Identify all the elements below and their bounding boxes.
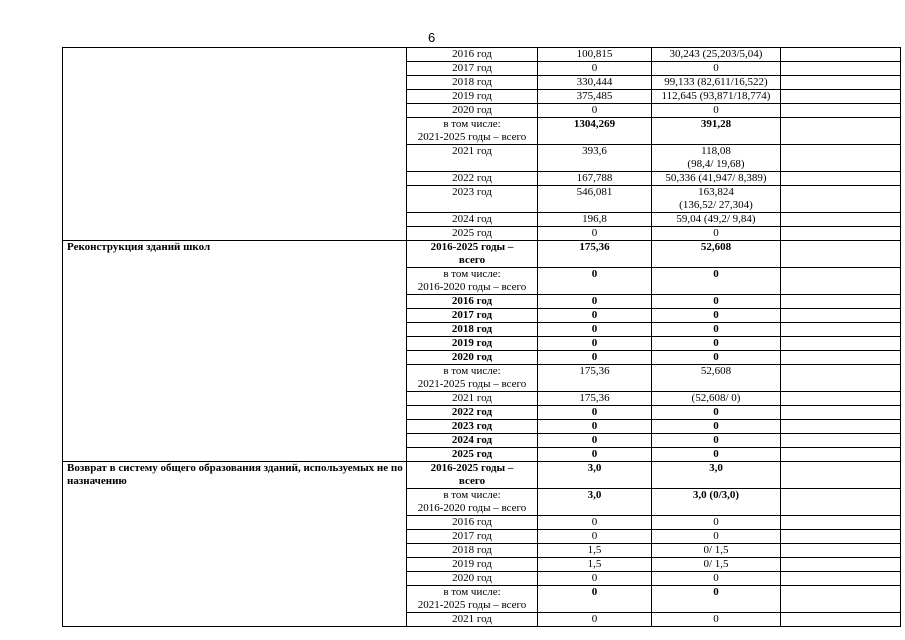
- period-cell: 2025 год: [407, 448, 538, 462]
- table-row: [63, 48, 901, 62]
- empty-cell: [781, 172, 901, 186]
- period-cell: 2016 год: [407, 516, 538, 530]
- period-cell: в том числе: 2021-2025 годы – всего: [407, 586, 538, 613]
- period-cell: в том числе: 2021-2025 годы – всего: [407, 365, 538, 392]
- total-cell: 100,815: [538, 48, 652, 62]
- empty-cell: [781, 62, 901, 76]
- total-cell: 175,36: [538, 392, 652, 406]
- empty-cell: [781, 90, 901, 104]
- total-cell: 175,36: [538, 241, 652, 268]
- period-cell: 2016-2025 годы – всего: [407, 241, 538, 268]
- empty-cell: [781, 76, 901, 90]
- period-cell: в том числе: 2016-2020 годы – всего: [407, 268, 538, 295]
- detail-cell: 0: [652, 104, 781, 118]
- period-cell: 2016 год: [407, 295, 538, 309]
- detail-cell: (52,608/ 0): [652, 392, 781, 406]
- total-cell: 0: [538, 613, 652, 627]
- total-cell: 3,0: [538, 489, 652, 516]
- empty-cell: [781, 186, 901, 213]
- detail-cell: 59,04 (49,2/ 9,84): [652, 213, 781, 227]
- detail-cell: 52,608: [652, 365, 781, 392]
- empty-cell: [781, 462, 901, 489]
- page-number: 6: [428, 30, 436, 45]
- detail-cell: 0: [652, 530, 781, 544]
- period-cell: 2021 год: [407, 145, 538, 172]
- total-cell: 196,8: [538, 213, 652, 227]
- detail-cell: 3,0: [652, 462, 781, 489]
- total-cell: 0: [538, 530, 652, 544]
- period-cell: 2016 год: [407, 48, 538, 62]
- detail-cell: 0: [652, 227, 781, 241]
- period-cell: 2025 год: [407, 227, 538, 241]
- empty-cell: [781, 118, 901, 145]
- empty-cell: [781, 448, 901, 462]
- empty-cell: [781, 516, 901, 530]
- empty-cell: [781, 48, 901, 62]
- period-cell: 2021 год: [407, 613, 538, 627]
- detail-cell: 0: [652, 434, 781, 448]
- total-cell: 0: [538, 337, 652, 351]
- total-cell: 0: [538, 434, 652, 448]
- detail-cell: 163,824 (136,52/ 27,304): [652, 186, 781, 213]
- detail-cell: 0/ 1,5: [652, 558, 781, 572]
- period-cell: 2023 год: [407, 420, 538, 434]
- empty-cell: [781, 309, 901, 323]
- period-cell: 2020 год: [407, 572, 538, 586]
- total-cell: 330,444: [538, 76, 652, 90]
- detail-cell: 0: [652, 448, 781, 462]
- total-cell: 0: [538, 309, 652, 323]
- period-cell: 2017 год: [407, 309, 538, 323]
- period-cell: 2018 год: [407, 544, 538, 558]
- period-cell: 2020 год: [407, 104, 538, 118]
- empty-cell: [781, 544, 901, 558]
- empty-cell: [781, 104, 901, 118]
- detail-cell: 0: [652, 420, 781, 434]
- detail-cell: 0: [652, 586, 781, 613]
- total-cell: 393,6: [538, 145, 652, 172]
- empty-cell: [781, 213, 901, 227]
- budget-table: [62, 47, 901, 627]
- period-cell: 2021 год: [407, 392, 538, 406]
- empty-cell: [781, 365, 901, 392]
- period-cell: 2019 год: [407, 558, 538, 572]
- empty-cell: [781, 145, 901, 172]
- period-cell: 2020 год: [407, 351, 538, 365]
- total-cell: 0: [538, 586, 652, 613]
- table-row: [63, 241, 901, 268]
- detail-cell: 0: [652, 516, 781, 530]
- period-cell: 2016-2025 годы – всего: [407, 462, 538, 489]
- total-cell: 375,485: [538, 90, 652, 104]
- empty-cell: [781, 530, 901, 544]
- empty-cell: [781, 572, 901, 586]
- detail-cell: 30,243 (25,203/5,04): [652, 48, 781, 62]
- empty-cell: [781, 420, 901, 434]
- period-cell: 2017 год: [407, 530, 538, 544]
- total-cell: 0: [538, 572, 652, 586]
- empty-cell: [781, 323, 901, 337]
- detail-cell: 112,645 (93,871/18,774): [652, 90, 781, 104]
- empty-cell: [781, 241, 901, 268]
- empty-cell: [781, 227, 901, 241]
- empty-cell: [781, 558, 901, 572]
- detail-cell: 391,28: [652, 118, 781, 145]
- detail-cell: 0/ 1,5: [652, 544, 781, 558]
- detail-cell: 0: [652, 337, 781, 351]
- total-cell: 175,36: [538, 365, 652, 392]
- total-cell: 0: [538, 295, 652, 309]
- total-cell: 1,5: [538, 544, 652, 558]
- empty-cell: [781, 489, 901, 516]
- empty-cell: [781, 434, 901, 448]
- total-cell: 546,081: [538, 186, 652, 213]
- total-cell: 0: [538, 104, 652, 118]
- empty-cell: [781, 268, 901, 295]
- empty-cell: [781, 613, 901, 627]
- period-cell: 2022 год: [407, 406, 538, 420]
- detail-cell: 0: [652, 295, 781, 309]
- period-cell: 2018 год: [407, 323, 538, 337]
- section-title: Реконструкция зданий школ: [63, 241, 407, 462]
- total-cell: 3,0: [538, 462, 652, 489]
- detail-cell: 0: [652, 406, 781, 420]
- period-cell: 2022 год: [407, 172, 538, 186]
- table-row: [63, 462, 901, 489]
- detail-cell: 3,0 (0/3,0): [652, 489, 781, 516]
- total-cell: 0: [538, 62, 652, 76]
- empty-cell: [781, 392, 901, 406]
- period-cell: 2019 год: [407, 337, 538, 351]
- total-cell: 167,788: [538, 172, 652, 186]
- total-cell: 0: [538, 448, 652, 462]
- total-cell: 0: [538, 227, 652, 241]
- total-cell: 0: [538, 406, 652, 420]
- total-cell: 0: [538, 323, 652, 337]
- detail-cell: 118,08 (98,4/ 19,68): [652, 145, 781, 172]
- period-cell: 2019 год: [407, 90, 538, 104]
- section-title: Возврат в систему общего образования зданий, используемых не по назначению: [63, 462, 407, 627]
- detail-cell: 50,336 (41,947/ 8,389): [652, 172, 781, 186]
- period-cell: в том числе: 2021-2025 годы – всего: [407, 118, 538, 145]
- empty-cell: [781, 351, 901, 365]
- empty-cell: [781, 586, 901, 613]
- total-cell: 1,5: [538, 558, 652, 572]
- period-cell: 2023 год: [407, 186, 538, 213]
- total-cell: 1304,269: [538, 118, 652, 145]
- detail-cell: 0: [652, 323, 781, 337]
- detail-cell: 0: [652, 268, 781, 295]
- period-cell: 2024 год: [407, 434, 538, 448]
- detail-cell: 0: [652, 62, 781, 76]
- period-cell: в том числе: 2016-2020 годы – всего: [407, 489, 538, 516]
- detail-cell: 52,608: [652, 241, 781, 268]
- empty-cell: [781, 295, 901, 309]
- detail-cell: 99,133 (82,611/16,522): [652, 76, 781, 90]
- period-cell: 2024 год: [407, 213, 538, 227]
- total-cell: 0: [538, 268, 652, 295]
- detail-cell: 0: [652, 613, 781, 627]
- period-cell: 2018 год: [407, 76, 538, 90]
- period-cell: 2017 год: [407, 62, 538, 76]
- total-cell: 0: [538, 516, 652, 530]
- detail-cell: 0: [652, 351, 781, 365]
- empty-cell: [781, 337, 901, 351]
- detail-cell: 0: [652, 309, 781, 323]
- empty-cell: [781, 406, 901, 420]
- total-cell: 0: [538, 420, 652, 434]
- total-cell: 0: [538, 351, 652, 365]
- detail-cell: 0: [652, 572, 781, 586]
- section-title: [63, 48, 407, 241]
